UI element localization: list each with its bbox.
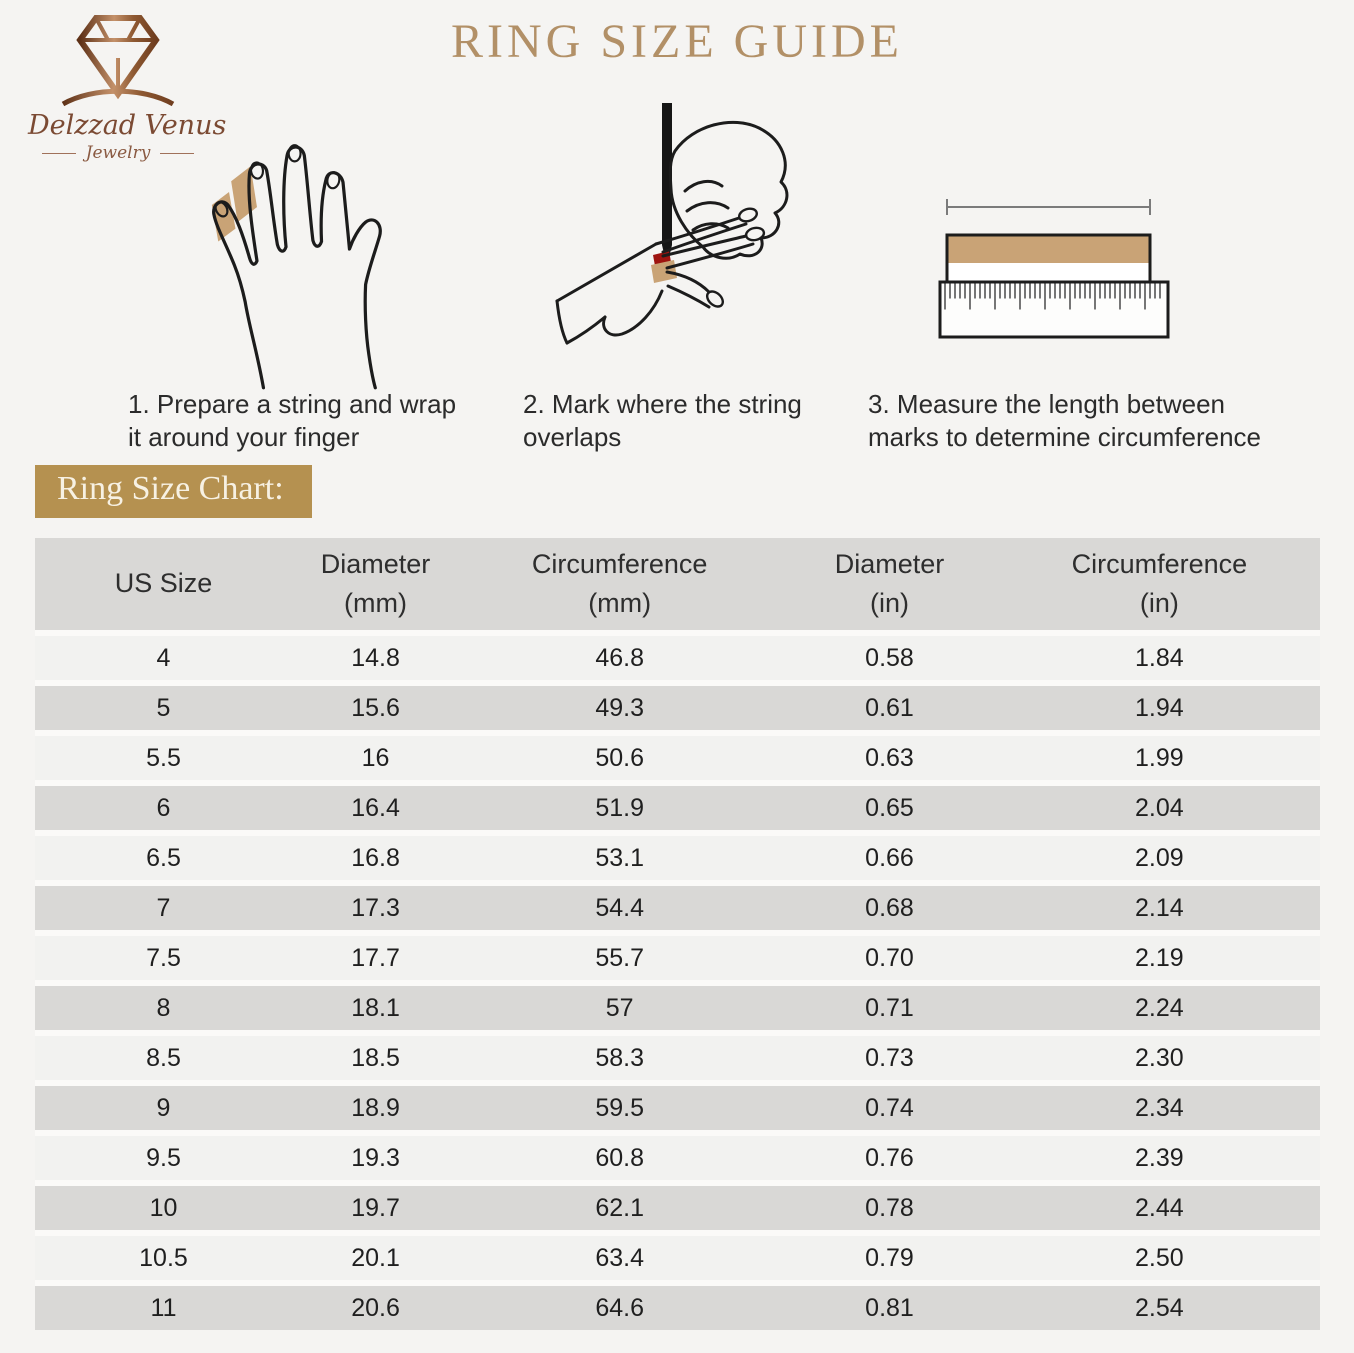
table-row (35, 886, 1320, 930)
chart-label: Ring Size Chart: (35, 465, 312, 518)
table-cell: 18.1 (351, 993, 400, 1022)
table-cell: 0.74 (865, 1093, 914, 1122)
table-cell: 0.73 (865, 1043, 914, 1072)
table-cell: 7 (156, 893, 171, 922)
table-row (35, 736, 1320, 780)
table-cell: 46.8 (595, 643, 644, 672)
table-cell: 55.7 (595, 943, 644, 972)
table-cell: 2.54 (1135, 1293, 1184, 1322)
table-row (35, 1236, 1320, 1280)
table-cell: 0.78 (865, 1193, 914, 1222)
decorative-dash (42, 153, 76, 154)
table-cell: 16.8 (351, 843, 400, 872)
table-cell: 17.7 (351, 943, 400, 972)
table-cell: 2.44 (1135, 1193, 1184, 1222)
table-cell: 60.8 (595, 1143, 644, 1172)
step3-caption: 3. Measure the length between marks to determine circumference (868, 389, 1262, 453)
table-cell: 2.34 (1135, 1093, 1184, 1122)
table-cell: 51.9 (595, 793, 644, 822)
table-row (35, 936, 1320, 980)
table-cell: 8.5 (146, 1043, 181, 1072)
table-cell: 2.50 (1135, 1243, 1184, 1272)
table-cell: 1.94 (1135, 693, 1184, 722)
table-cell: 20.1 (351, 1243, 400, 1272)
table-cell: 18.9 (351, 1093, 400, 1122)
table-cell: 6 (156, 793, 171, 822)
table-cell: 4 (156, 643, 171, 672)
table-cell: 49.3 (595, 693, 644, 722)
table-cell: 6.5 (146, 843, 181, 872)
table-cell: 0.63 (865, 743, 914, 772)
table-cell: 63.4 (595, 1243, 644, 1272)
table-cell: 58.3 (595, 1043, 644, 1072)
table-cell: 2.19 (1135, 943, 1184, 972)
table-cell: 7.5 (146, 943, 181, 972)
step1-wrap-string-illustration (160, 106, 440, 396)
table-cell: 0.66 (865, 843, 914, 872)
ring-size-table (35, 538, 1320, 1330)
ruler-measure-icon (905, 182, 1235, 357)
table-header-cell: Diameter (mm) (320, 548, 431, 618)
table-cell: 59.5 (595, 1093, 644, 1122)
step1-caption: 1. Prepare a string and wrap it around your finger (128, 389, 457, 453)
table-header-cell: Circumference (mm) (531, 548, 708, 618)
table-cell: 2.30 (1135, 1043, 1184, 1072)
table-cell: 0.81 (865, 1293, 914, 1322)
table-row (35, 836, 1320, 880)
table-header-cell: Diameter (in) (834, 548, 945, 618)
table-cell: 2.09 (1135, 843, 1184, 872)
table-cell: 1.84 (1135, 643, 1184, 672)
table-cell: 64.6 (595, 1293, 644, 1322)
table-row (35, 686, 1320, 730)
table-row (35, 1036, 1320, 1080)
table-row (35, 1136, 1320, 1180)
table-cell: 16 (361, 743, 390, 772)
table-header-cell: US Size (114, 568, 213, 599)
table-cell: 0.71 (865, 993, 914, 1022)
table-cell: 57 (605, 993, 634, 1022)
table-cell: 10.5 (139, 1243, 188, 1272)
table-cell: 17.3 (351, 893, 400, 922)
table-cell: 0.76 (865, 1143, 914, 1172)
table-cell: 20.6 (351, 1293, 400, 1322)
table-cell: 2.04 (1135, 793, 1184, 822)
step3-measure-ruler-illustration (905, 182, 1235, 362)
table-cell: 14.8 (351, 643, 400, 672)
step2-caption: 2. Mark where the string overlaps (523, 389, 802, 453)
table-cell: 0.58 (865, 643, 914, 672)
table-cell: 5 (156, 693, 171, 722)
step2-mark-string-illustration (535, 95, 855, 390)
table-cell: 50.6 (595, 743, 644, 772)
table-header-row (35, 538, 1320, 630)
table-cell: 0.68 (865, 893, 914, 922)
table-cell: 53.1 (595, 843, 644, 872)
table-row (35, 636, 1320, 680)
table-row (35, 1286, 1320, 1330)
table-row (35, 986, 1320, 1030)
table-cell: 0.70 (865, 943, 914, 972)
table-cell: 62.1 (595, 1193, 644, 1222)
table-cell: 8 (156, 993, 171, 1022)
page-title: RING SIZE GUIDE (451, 15, 903, 68)
table-cell: 19.3 (351, 1143, 400, 1172)
hand-with-string-icon (160, 106, 440, 391)
table-cell: 2.14 (1135, 893, 1184, 922)
table-cell: 10 (149, 1193, 178, 1222)
table-cell: 11 (150, 1293, 177, 1322)
table-row (35, 786, 1320, 830)
table-cell: 0.79 (865, 1243, 914, 1272)
table-cell: 2.39 (1135, 1143, 1184, 1172)
brand-name: Delzzad Venus (28, 110, 227, 141)
table-header-cell: Circumference (in) (1071, 548, 1248, 618)
table-cell: 19.7 (351, 1193, 400, 1222)
table-cell: 2.24 (1135, 993, 1184, 1022)
table-cell: 9 (156, 1093, 171, 1122)
table-row (35, 1086, 1320, 1130)
table-cell: 5.5 (146, 743, 181, 772)
table-body (35, 636, 1320, 1330)
table-cell: 54.4 (595, 893, 644, 922)
table-cell: 18.5 (351, 1043, 400, 1072)
hand-marking-pen-icon (535, 95, 855, 385)
table-cell: 16.4 (351, 793, 400, 822)
table-cell: 9.5 (146, 1143, 181, 1172)
table-row (35, 1186, 1320, 1230)
brand-subtitle-text: Jewelry (85, 143, 151, 163)
table-cell: 0.61 (865, 693, 914, 722)
table-cell: 0.65 (865, 793, 914, 822)
table-cell: 1.99 (1135, 743, 1184, 772)
table-cell: 15.6 (351, 693, 400, 722)
